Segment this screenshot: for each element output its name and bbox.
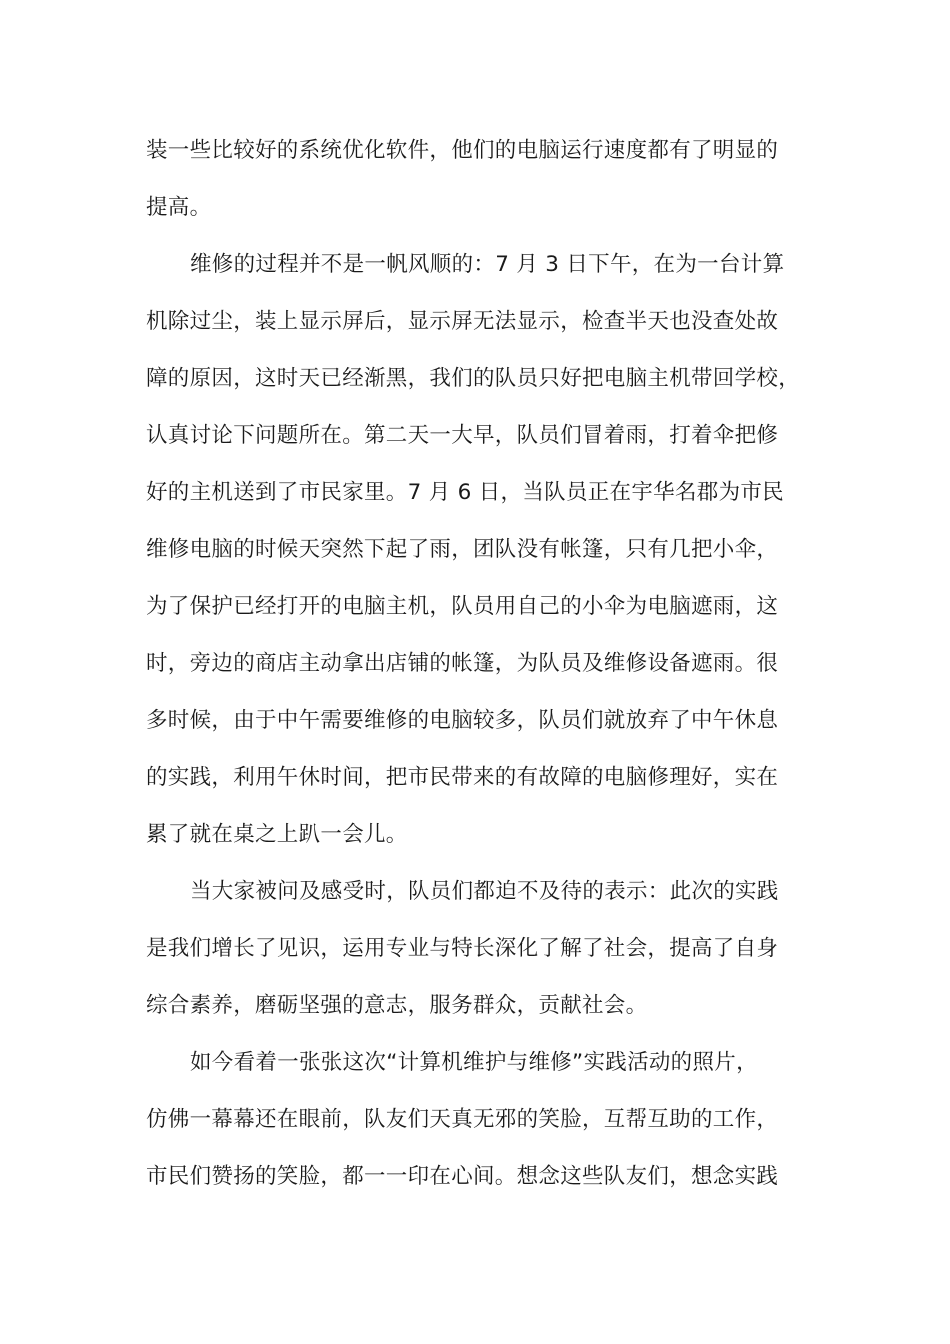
text-line: 是我们增长了见识，运用专业与特长深化了解了社会，提高了自身: [146, 936, 779, 961]
text-line: 为了保护已经打开的电脑主机，队员用自己的小伞为电脑遮雨，这: [146, 594, 779, 619]
text-line: 的实践，利用午休时间，把市民带来的有故障的电脑修理好，实在: [146, 765, 779, 790]
text-line: 综合素养，磨砺坚强的意志，服务群众，贡献社会。: [146, 993, 648, 1018]
text-line: 提高。: [146, 195, 212, 220]
text-line: 市民们赞扬的笑脸，都一一印在心间。想念这些队友们，想念实践: [146, 1164, 779, 1189]
text-line: 多时候，由于中午需要维修的电脑较多，队员们就放弃了中午休息: [146, 708, 779, 733]
text-line: 仿佛一幕幕还在眼前，队友们天真无邪的笑脸，互帮互助的工作，: [146, 1107, 779, 1132]
text-line: 累了就在桌之上趴一会儿。: [146, 822, 408, 847]
text-line: 障的原因，这时天已经渐黑，我们的队员只好把电脑主机带回学校，: [146, 366, 801, 391]
text-line: 机除过尘，装上显示屏后，显示屏无法显示，检查半天也没查处故: [146, 309, 779, 334]
paragraph-first-line: 如今看着一张张这次“计算机维护与维修”实践活动的照片，: [190, 1050, 758, 1075]
text-line: 装一些比较好的系统优化软件，他们的电脑运行速度都有了明显的: [146, 138, 779, 163]
text-line: 认真讨论下问题所在。第二天一大早，队员们冒着雨，打着伞把修: [146, 423, 779, 448]
text-line: 时，旁边的商店主动拿出店铺的帐篷，为队员及维修设备遮雨。很: [146, 651, 779, 676]
paragraph-first-line: 维修的过程并不是一帆风顺的：7 月 3 日下午，在为一台计算: [190, 252, 785, 277]
text-line: 好的主机送到了市民家里。7 月 6 日，当队员正在宇华名郡为市民: [146, 480, 784, 505]
text-line: 维修电脑的时候天突然下起了雨，团队没有帐篷，只有几把小伞，: [146, 537, 779, 562]
paragraph-first-line: 当大家被问及感受时，队员们都迫不及待的表示：此次的实践: [190, 879, 779, 904]
